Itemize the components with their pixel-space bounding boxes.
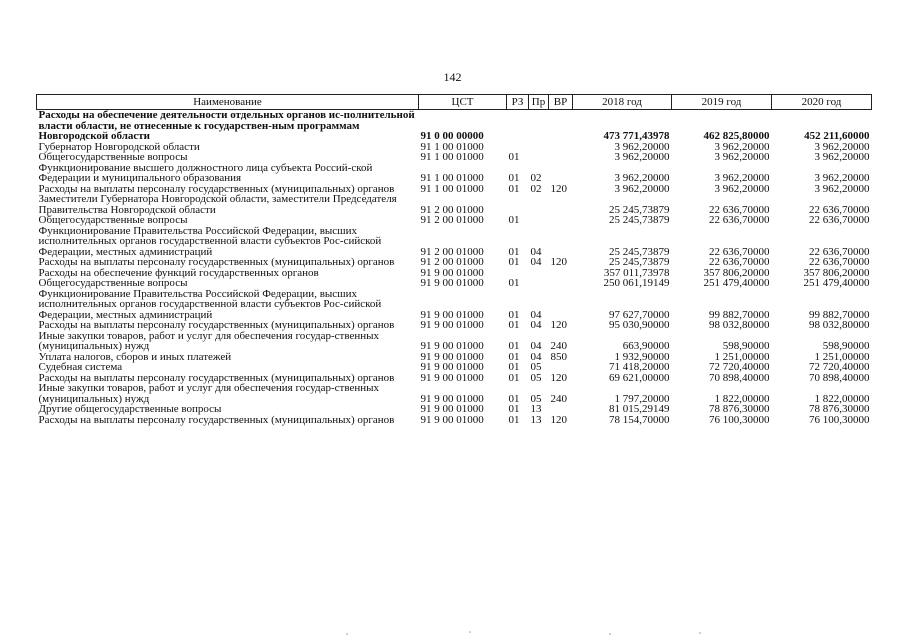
row-rz: 01 <box>508 403 520 415</box>
row-pr: 04 <box>530 350 542 363</box>
row-rz: 01 <box>508 277 520 289</box>
row-rz: 01 <box>508 361 520 373</box>
row-pr <box>529 215 549 226</box>
row-2019: 3 962,20000 <box>714 182 770 195</box>
row-2018: 473 771,43978 <box>603 130 670 142</box>
row-pr <box>529 110 549 142</box>
row-cst: 91 9 00 01000 <box>420 340 484 352</box>
row-name: Общегосударственные вопросы <box>38 214 188 226</box>
row-cst: 91 9 00 01000 <box>420 350 484 363</box>
row-2020: 76 100,30000 <box>809 413 870 426</box>
row-2020: 3 962,20000 <box>814 151 870 163</box>
row-2019: 22 636,70000 <box>709 203 770 216</box>
row-2018: 81 015,29149 <box>609 403 670 415</box>
row-name: Расходы на выплаты персоналу государственных (муниципальных) органов <box>38 413 395 426</box>
row-2019: 78 876,30000 <box>709 403 770 415</box>
row-pr: 13 <box>530 413 542 426</box>
row-vr: 240 <box>550 392 567 405</box>
row-rz: 01 <box>508 214 520 226</box>
row-cst: 91 0 00 00000 <box>420 130 484 142</box>
row-2018: 357 011,73978 <box>603 266 670 279</box>
row-pr: 05 <box>530 361 542 373</box>
table-row <box>37 215 872 226</box>
row-2019: 3 962,20000 <box>714 151 770 163</box>
row-name: Общегосударственные вопросы <box>38 151 188 163</box>
row-2020: 251 479,40000 <box>803 277 870 289</box>
row-pr: 04 <box>530 308 542 321</box>
row-pr: 04 <box>530 245 542 258</box>
header-2020: 2020 год <box>772 95 872 110</box>
row-pr <box>529 278 549 289</box>
row-2018: 25 245,73879 <box>609 245 670 258</box>
row-2018: 3 962,20000 <box>614 140 670 153</box>
row-name: Расходы на выплаты персоналу государственных (муниципальных) органов <box>38 256 395 268</box>
table-row <box>37 110 872 142</box>
row-cst: 91 9 00 01000 <box>420 319 484 331</box>
row-cst: 91 9 00 01000 <box>420 392 484 405</box>
row-name: Иные закупки товаров, работ и услуг для обеспечения государ-ственных (муниципальных) нужд <box>38 382 380 405</box>
row-2020: 72 720,40000 <box>809 361 870 373</box>
row-pr <box>529 194 549 215</box>
row-pr: 04 <box>530 340 542 352</box>
row-2018: 25 245,73879 <box>609 256 670 268</box>
row-name: Иные закупки товаров, работ и услуг для обеспечения государ-ственных (муниципальных) нужд <box>38 329 380 352</box>
row-cst: 91 1 00 01000 <box>420 140 484 153</box>
row-pr: 05 <box>530 371 542 384</box>
row-name: Расходы на обеспечение функций государственных органов <box>38 266 319 279</box>
row-cst: 91 2 00 01000 <box>420 203 484 216</box>
row-pr <box>529 268 549 279</box>
row-2020: 22 636,70000 <box>809 256 870 268</box>
row-2018: 69 621,00000 <box>609 371 670 384</box>
row-pr: 02 <box>530 182 542 195</box>
row-2019: 22 636,70000 <box>709 214 770 226</box>
row-2018: 71 418,20000 <box>609 361 670 373</box>
row-vr <box>549 278 573 289</box>
row-pr: 02 <box>530 172 542 184</box>
row-2020: 22 636,70000 <box>809 214 870 226</box>
row-2019: 598,90000 <box>722 340 770 352</box>
table-row <box>37 404 872 415</box>
row-vr: 120 <box>550 182 567 195</box>
header-cst: ЦСТ <box>419 95 507 110</box>
row-2018: 1 797,20000 <box>614 392 670 405</box>
row-2019: 1 822,00000 <box>714 392 770 405</box>
row-cst: 91 9 00 01000 <box>420 371 484 384</box>
row-rz: 01 <box>508 371 520 384</box>
table-row <box>37 289 872 321</box>
row-2020: 22 636,70000 <box>809 203 870 216</box>
row-2018: 95 030,90000 <box>609 319 670 331</box>
table-row <box>37 383 872 404</box>
header-name: Наименование <box>37 95 419 110</box>
row-2018: 25 245,73879 <box>609 214 670 226</box>
row-rz: 01 <box>508 256 520 268</box>
row-rz: 01 <box>508 308 520 321</box>
row-rz: 01 <box>508 182 520 195</box>
header-2019: 2019 год <box>672 95 772 110</box>
row-2019: 70 898,40000 <box>709 371 770 384</box>
row-2020: 99 882,70000 <box>809 308 870 321</box>
row-vr <box>549 289 573 321</box>
scan-specks <box>0 628 905 640</box>
row-cst: 91 9 00 01000 <box>420 361 484 373</box>
row-cst: 91 9 00 01000 <box>420 413 484 426</box>
row-rz: 01 <box>508 392 520 405</box>
row-rz: 01 <box>508 350 520 363</box>
row-cst: 91 2 00 01000 <box>420 214 484 226</box>
row-2018: 3 962,20000 <box>614 151 670 163</box>
row-cst: 91 1 00 01000 <box>420 182 484 195</box>
row-vr <box>549 268 573 279</box>
header-vr: ВР <box>549 95 573 110</box>
row-vr <box>549 215 573 226</box>
row-2019: 1 251,00000 <box>714 350 770 363</box>
table-row <box>37 331 872 352</box>
row-cst: 91 1 00 01000 <box>420 151 484 163</box>
row-vr <box>549 142 573 153</box>
row-vr <box>549 404 573 415</box>
row-2019: 462 825,80000 <box>703 130 770 142</box>
row-rz: 01 <box>508 319 520 331</box>
row-vr: 120 <box>550 413 567 426</box>
row-vr: 120 <box>550 256 567 268</box>
row-2020: 357 806,20000 <box>803 266 870 279</box>
row-2019: 76 100,30000 <box>709 413 770 426</box>
row-pr: 05 <box>530 392 542 405</box>
row-2019: 251 479,40000 <box>703 277 770 289</box>
row-2019: 98 032,80000 <box>709 319 770 331</box>
row-name: Функционирование Правительства Российской Федерации, высших исполнительных органов государственной власти субъектов Рос-сийской Федерации, местных администраций <box>38 224 382 258</box>
row-2019: 72 720,40000 <box>709 361 770 373</box>
row-vr <box>549 163 573 184</box>
row-2018: 663,90000 <box>622 340 670 352</box>
row-2020: 1 251,00000 <box>814 350 870 363</box>
row-name: Уплата налогов, сборов и иных платежей <box>38 350 232 363</box>
table-body <box>37 110 872 426</box>
row-2018: 1 932,90000 <box>614 350 670 363</box>
row-2020: 598,90000 <box>822 340 870 352</box>
header-pr: Пр <box>529 95 549 110</box>
row-name: Губернатор Новгородской области <box>38 140 200 153</box>
row-name: Расходы на обеспечение деятельности отдельных органов ис-полнительной власти области, не отнесенные к государствен-ным программам Новгородской области <box>38 109 415 142</box>
row-vr <box>549 152 573 163</box>
row-2020: 3 962,20000 <box>814 182 870 195</box>
row-name: Расходы на выплаты персоналу государственных (муниципальных) органов <box>38 319 395 331</box>
row-2020: 22 636,70000 <box>809 245 870 258</box>
header-rz: РЗ <box>507 95 529 110</box>
row-vr: 120 <box>550 319 567 331</box>
row-2020: 98 032,80000 <box>809 319 870 331</box>
row-cst: 91 9 00 01000 <box>420 308 484 321</box>
row-cst: 91 9 00 01000 <box>420 266 484 279</box>
table-row <box>37 226 872 258</box>
row-name: Общегосударственные вопросы <box>38 277 188 289</box>
row-pr: 13 <box>530 403 542 415</box>
row-cst: 91 2 00 01000 <box>420 245 484 258</box>
table-row <box>37 320 872 331</box>
row-pr <box>529 152 549 163</box>
table-row <box>37 415 872 426</box>
row-name: Функционирование Правительства Российской Федерации, высших исполнительных органов государственной власти субъектов Рос-сийской Федерации, местных администраций <box>38 287 382 321</box>
table-row <box>37 194 872 215</box>
row-2020: 70 898,40000 <box>809 371 870 384</box>
page-number: 142 <box>443 70 462 84</box>
row-pr: 04 <box>530 319 542 331</box>
row-2019: 22 636,70000 <box>709 245 770 258</box>
table-row <box>37 257 872 268</box>
row-pr <box>529 142 549 153</box>
table-header-row <box>37 95 872 110</box>
row-2018: 250 061,19149 <box>603 277 670 289</box>
budget-table <box>36 94 872 425</box>
row-2018: 97 627,70000 <box>609 308 670 321</box>
row-2019: 3 962,20000 <box>714 172 770 184</box>
row-vr <box>549 362 573 373</box>
row-name: Расходы на выплаты персоналу государственных (муниципальных) органов <box>38 371 395 384</box>
row-cst: 91 2 00 01000 <box>420 256 484 268</box>
row-2020: 1 822,00000 <box>814 392 870 405</box>
table-row <box>37 152 872 163</box>
row-name: Расходы на выплаты персоналу государственных (муниципальных) органов <box>38 182 395 195</box>
row-name: Заместители Губернатора Новгородской области, заместители Председателя Правительства Новгородской области <box>38 193 397 216</box>
row-vr <box>549 226 573 258</box>
row-2018: 3 962,20000 <box>614 172 670 184</box>
row-2019: 357 806,20000 <box>703 266 770 279</box>
row-2020: 452 211,60000 <box>804 130 870 142</box>
table-row <box>37 278 872 289</box>
row-rz: 01 <box>508 245 520 258</box>
row-vr: 120 <box>550 371 567 384</box>
row-2019: 22 636,70000 <box>709 256 770 268</box>
header-2018: 2018 год <box>573 95 672 110</box>
row-cst: 91 1 00 01000 <box>420 172 484 184</box>
row-2018: 3 962,20000 <box>614 182 670 195</box>
row-2020: 78 876,30000 <box>809 403 870 415</box>
row-2020: 3 962,20000 <box>814 172 870 184</box>
row-rz: 01 <box>508 151 520 163</box>
row-vr: 850 <box>550 350 567 363</box>
row-vr <box>549 194 573 215</box>
row-vr <box>549 110 573 142</box>
table-row <box>37 163 872 184</box>
row-rz <box>507 110 529 142</box>
row-cst: 91 9 00 01000 <box>420 403 484 415</box>
row-2018: 78 154,70000 <box>609 413 670 426</box>
row-cst: 91 9 00 01000 <box>420 277 484 289</box>
row-pr: 04 <box>530 256 542 268</box>
row-name: Другие общегосударственные вопросы <box>38 403 222 415</box>
table-row <box>37 362 872 373</box>
row-rz <box>507 194 529 215</box>
row-rz: 01 <box>508 340 520 352</box>
row-2019: 3 962,20000 <box>714 140 770 153</box>
row-rz: 01 <box>508 172 520 184</box>
row-2019: 99 882,70000 <box>709 308 770 321</box>
row-rz: 01 <box>508 413 520 426</box>
row-name: Судебная система <box>38 361 123 373</box>
row-2018: 25 245,73879 <box>609 203 670 216</box>
row-2020: 3 962,20000 <box>814 140 870 153</box>
row-name: Функционирование высшего должностного лица субъекта Россий-ской Федерации и муниципального образования <box>38 161 373 184</box>
row-vr: 240 <box>550 340 567 352</box>
